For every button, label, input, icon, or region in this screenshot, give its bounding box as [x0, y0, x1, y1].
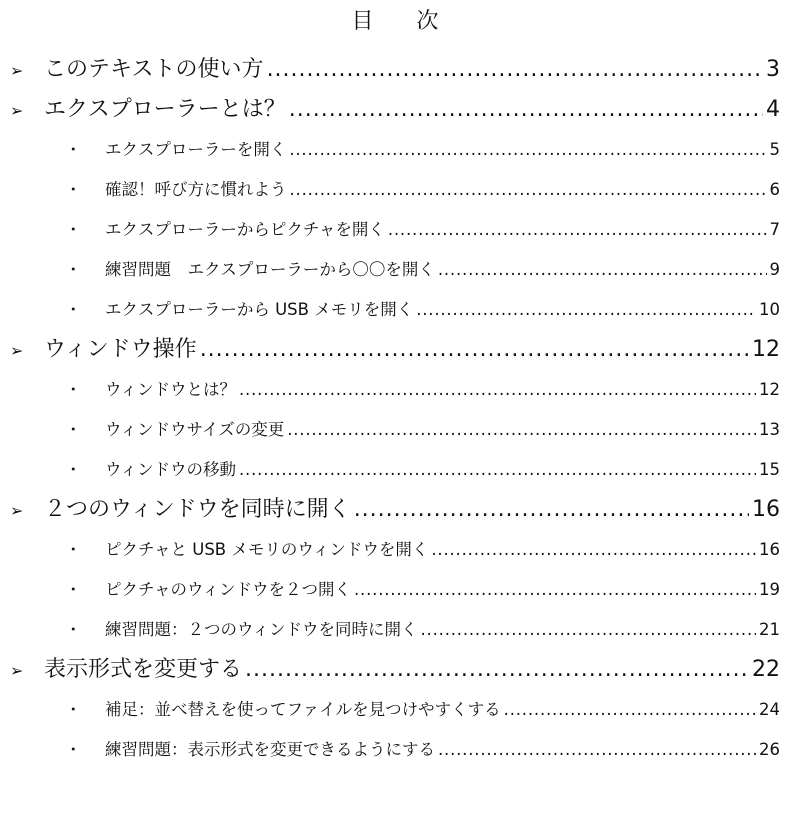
entry-label: ピクチャと USB メモリのウィンドウを開く — [105, 540, 429, 559]
dot-bullet-icon: ・ — [65, 540, 82, 559]
dot-leader — [438, 730, 756, 770]
entry-label: 確認！呼び方に慣れよう — [105, 180, 287, 199]
entry-page-number: 12 — [752, 337, 780, 362]
dot-leader — [239, 370, 756, 410]
arrow-bullet-icon: ➢ — [10, 501, 24, 520]
dot-leader — [504, 690, 756, 730]
dot-leader — [289, 90, 763, 130]
dot-leader — [388, 210, 767, 250]
toc-entry-sub[interactable] — [10, 690, 780, 730]
entry-label: 練習問題：２つのウィンドウを同時に開く — [105, 620, 418, 639]
dot-bullet-icon: ・ — [65, 380, 82, 399]
toc-entry-main[interactable] — [10, 90, 780, 130]
entry-page-number: 24 — [759, 700, 780, 719]
toc-entry-main[interactable] — [10, 330, 780, 370]
entry-label: 練習問題：表示形式を変更できるようにする — [105, 740, 435, 759]
dot-bullet-icon: ・ — [65, 620, 82, 639]
entry-label: ピクチャのウィンドウを２つ開く — [105, 580, 352, 599]
entry-label: このテキストの使い方 — [44, 57, 264, 82]
dot-leader — [421, 610, 756, 650]
dot-bullet-icon: ・ — [65, 220, 82, 239]
dot-bullet-icon: ・ — [65, 580, 82, 599]
toc-entry-sub[interactable] — [10, 450, 780, 490]
entry-label: ウィンドウサイズの変更 — [105, 420, 285, 439]
entry-label: エクスプローラーを開く — [105, 140, 287, 159]
entry-page-number: 13 — [759, 420, 780, 439]
entry-page-number: 7 — [769, 220, 780, 239]
dot-bullet-icon: ・ — [65, 300, 82, 319]
toc-entry-sub[interactable] — [10, 210, 780, 250]
toc-entry-sub[interactable] — [10, 530, 780, 570]
toc-entry-sub[interactable] — [10, 410, 780, 450]
toc-entry-sub[interactable] — [10, 730, 780, 770]
dot-leader — [287, 410, 756, 450]
entry-label: エクスプローラーとは？ — [44, 97, 286, 122]
dot-leader — [267, 50, 763, 90]
toc-entry-sub[interactable] — [10, 170, 780, 210]
toc-title: 目 次 — [351, 9, 457, 34]
dot-bullet-icon: ・ — [65, 140, 82, 159]
dot-leader — [290, 170, 767, 210]
dot-leader — [431, 530, 756, 570]
toc-entry-main[interactable] — [10, 50, 780, 90]
entry-page-number: 6 — [769, 180, 780, 199]
toc-entry-sub[interactable] — [10, 610, 780, 650]
toc-entry-main[interactable] — [10, 490, 780, 530]
entry-page-number: 3 — [766, 57, 780, 82]
entry-label: 補足：並べ替えを使ってファイルを見つけやすくする — [105, 700, 501, 719]
dot-bullet-icon: ・ — [65, 420, 82, 439]
entry-page-number: 12 — [759, 380, 780, 399]
toc-entry-sub[interactable] — [10, 250, 780, 290]
dot-leader — [354, 570, 756, 610]
entry-label: 練習問題 エクスプローラーから〇〇を開く — [105, 260, 435, 279]
dot-leader — [289, 130, 766, 170]
entry-page-number: 10 — [759, 300, 780, 319]
entry-label: ウィンドウとは？ — [105, 380, 237, 399]
dot-leader — [200, 330, 749, 370]
entry-page-number: 15 — [759, 460, 780, 479]
arrow-bullet-icon: ➢ — [10, 341, 24, 360]
toc-entry-sub[interactable] — [10, 290, 780, 330]
entry-page-number: 26 — [759, 740, 780, 759]
toc-entry-sub[interactable] — [10, 570, 780, 610]
toc-entry-main[interactable] — [10, 650, 780, 690]
dot-bullet-icon: ・ — [65, 700, 82, 719]
arrow-bullet-icon: ➢ — [10, 61, 24, 80]
toc-entry-sub[interactable] — [10, 370, 780, 410]
dot-leader — [416, 290, 756, 330]
arrow-bullet-icon: ➢ — [10, 661, 24, 680]
entry-page-number: 5 — [769, 140, 780, 159]
entry-label: ２つのウィンドウを同時に開く — [44, 497, 351, 522]
entry-label: 表示形式を変更する — [44, 657, 243, 682]
dot-leader — [354, 490, 749, 530]
dot-leader — [438, 250, 767, 290]
entry-label: ウィンドウ操作 — [44, 337, 197, 362]
entry-page-number: 16 — [752, 497, 780, 522]
dot-leader — [239, 450, 756, 490]
toc-list — [10, 50, 780, 770]
entry-page-number: 16 — [759, 540, 780, 559]
dot-bullet-icon: ・ — [65, 460, 82, 479]
entry-label: エクスプローラーからピクチャを開く — [105, 220, 385, 239]
entry-page-number: 22 — [752, 657, 780, 682]
dot-bullet-icon: ・ — [65, 180, 82, 199]
arrow-bullet-icon: ➢ — [10, 101, 24, 120]
entry-page-number: 19 — [759, 580, 780, 599]
dot-leader — [245, 650, 749, 690]
dot-bullet-icon: ・ — [65, 260, 82, 279]
dot-bullet-icon: ・ — [65, 740, 82, 759]
entry-page-number: 4 — [766, 97, 780, 122]
entry-label: エクスプローラーから USB メモリを開く — [105, 300, 414, 319]
entry-page-number: 21 — [759, 620, 780, 639]
toc-entry-sub[interactable] — [10, 130, 780, 170]
entry-page-number: 9 — [769, 260, 780, 279]
entry-label: ウィンドウの移動 — [105, 460, 237, 479]
